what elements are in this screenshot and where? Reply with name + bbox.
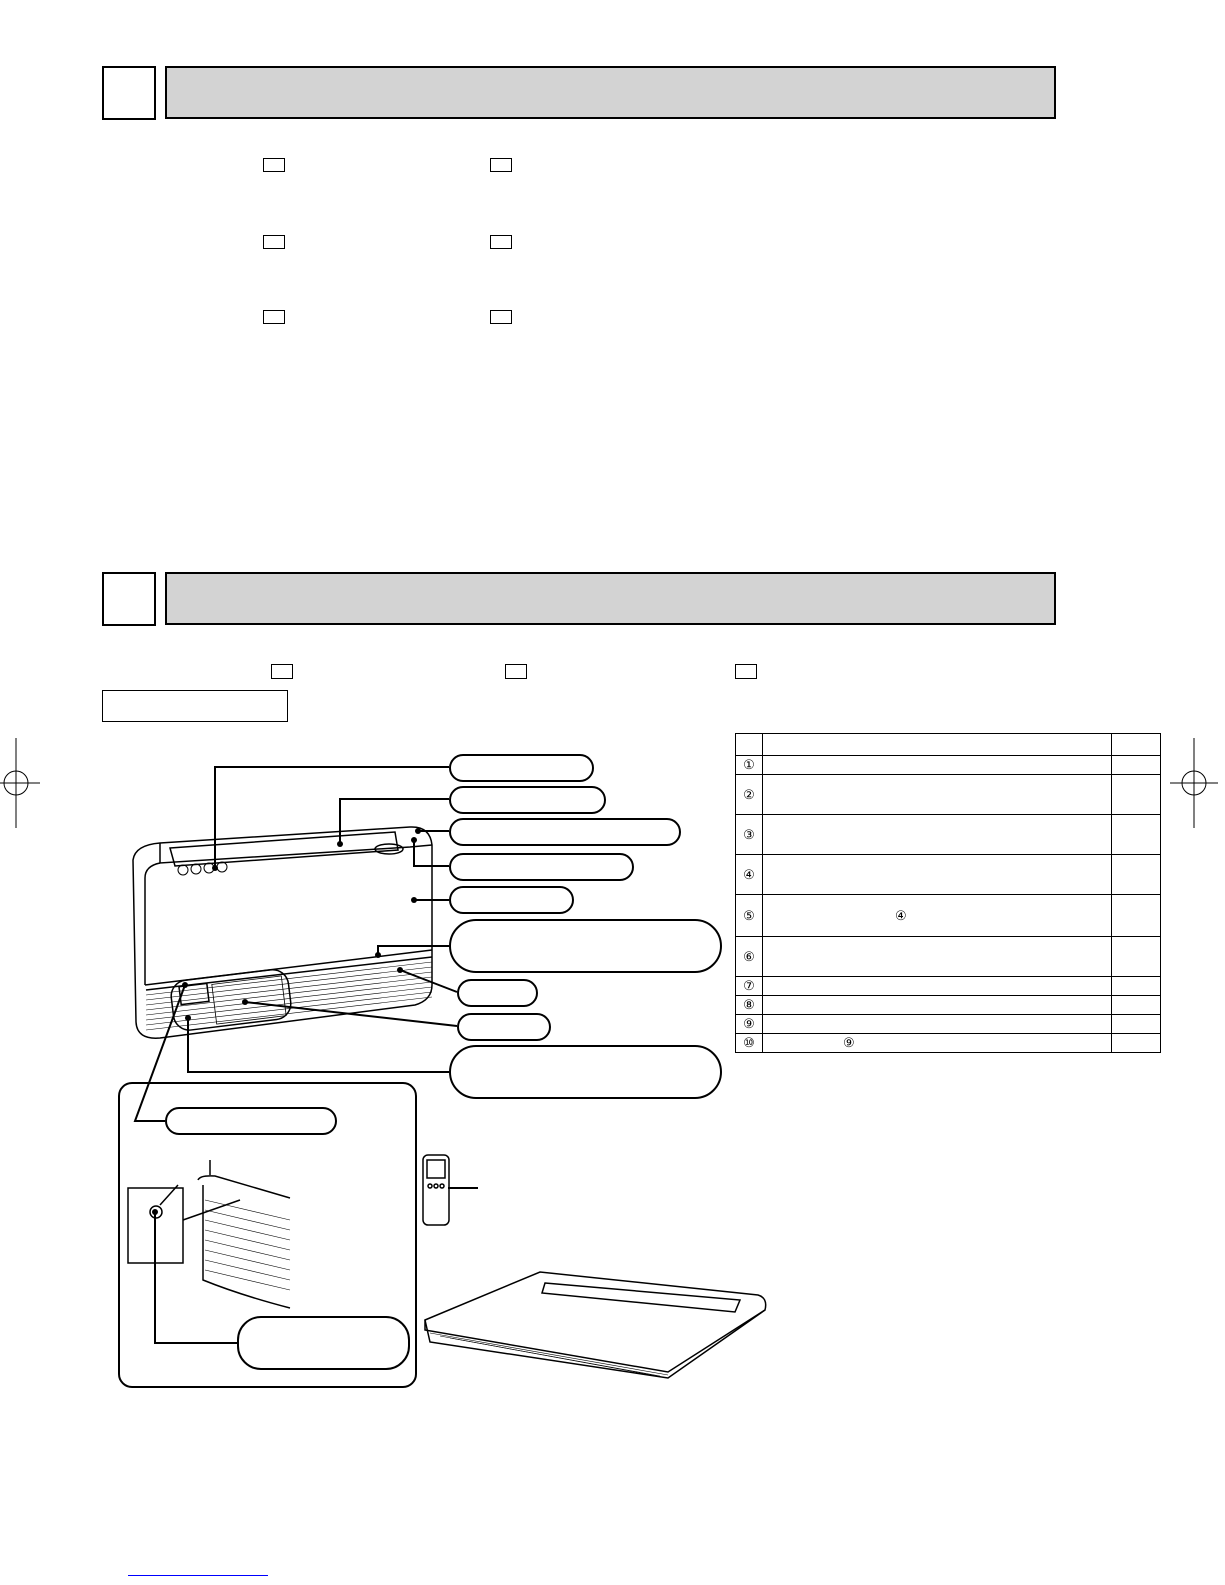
- bottom-link-rule: [128, 1575, 268, 1576]
- row-marker: ⑦: [736, 977, 763, 996]
- row-marker: ⑤: [736, 895, 763, 937]
- row-marker: ②: [736, 775, 763, 815]
- ceiling-unit-drawing: [425, 1272, 766, 1378]
- crop-marks: [0, 738, 1218, 828]
- row-marker: ⑥: [736, 937, 763, 977]
- row-marker: ⑩: [736, 1034, 763, 1053]
- row-marker: ⑨: [736, 1015, 763, 1034]
- row-marker: ①: [736, 756, 763, 775]
- row-reference: ④: [895, 907, 907, 923]
- row-marker: ③: [736, 815, 763, 855]
- row-reference: ⑨: [843, 1035, 855, 1050]
- remote-controller-drawing: [423, 1155, 478, 1225]
- row-marker: ④: [736, 855, 763, 895]
- detail-inset-drawing: [128, 1160, 290, 1308]
- row-marker: ⑧: [736, 996, 763, 1015]
